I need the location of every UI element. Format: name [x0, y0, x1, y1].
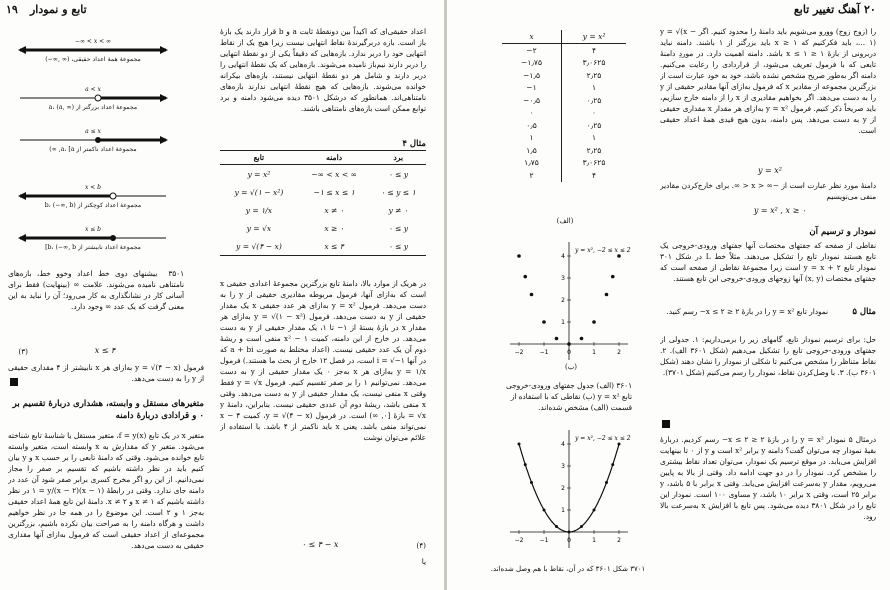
curve-point [543, 509, 546, 512]
x-cell: ۱٫۷۵ [502, 157, 562, 170]
curve-function-label: y = x², −2 ≤ x ≤ 2 [575, 435, 631, 442]
end-of-example-square [662, 420, 670, 428]
table-caption: (الف) [556, 217, 574, 225]
table-row [502, 94, 626, 107]
x-cell: ۱ [502, 132, 562, 145]
x-cell: −۲ [502, 44, 562, 57]
table-row [220, 165, 426, 184]
table-cell: ۰ ≤ y ≤ ۱ [380, 187, 416, 197]
equation-y-x2: y = x² [757, 166, 783, 175]
number-line-closed-a [18, 135, 168, 145]
equation-3-explanation: فرمول y = √(۴ − x) به‌ازای هر x نابیشتر از ۴ مقداری حقیقی از y را به دست می‌دهد. [8, 363, 204, 383]
curve-point [518, 443, 521, 446]
interval-less-than-b: x < b مجموعهٔ اعداد کوچکتر از b، (−∞, b) [18, 184, 168, 209]
figure-caption-3701: ۳۷۰۱ شکل ۳۶۰۱ که در آن، نقاط با هم وصل شده‌اند. [490, 565, 646, 573]
curve-point [530, 481, 533, 484]
y-tick-label: 2 [561, 485, 565, 492]
table-cell: y = √(۱ − x²) [234, 187, 284, 197]
book-gutter [444, 0, 447, 590]
scatter-plot [506, 236, 632, 366]
table-cell: ۰ ≤ y [388, 241, 409, 251]
x-tick-label: 0 [567, 349, 571, 356]
example-5-text: نمودار تابع y = x² را در بازهٔ ۲ ≤ x ≤ ۲− رسم کنید. [666, 307, 828, 316]
page-number: ۲۰ [864, 3, 876, 16]
data-point [523, 275, 527, 279]
x-cell: −۱٫۵ [502, 69, 562, 82]
table-cell: y = √x [246, 223, 272, 233]
functions-table [220, 150, 426, 256]
table-cell: −∞ < x < ∞ [311, 169, 357, 179]
section-body-graph: نقاطی از صفحه که جفتهای مختصات آنها جفتهای ورودی-خروجی یک تابع هستند نمودار تابع را تشکیل می‌دهند. مثلاً خط L در شکل ۳۰۱ نمودار تابع y = x + ۲ است زیرا مجموعهٔ نقاطی از صفحه است که جفتهای مختصات (x, y) آنها زوجهای ورودی-خروجی این تابع هستند. [660, 241, 876, 283]
x-tick-label: −2 [514, 349, 524, 356]
table-cell: −۱ ≤ x ≤ ۱ [313, 187, 355, 197]
data-point [567, 342, 571, 346]
y-cell: ۰٫۲۵ [586, 95, 602, 105]
table-row [502, 44, 626, 57]
domain-discussion-text: در هریک از موارد بالا، دامنهٔ تابع بزرگترین مجموعهٔ اعدادی حقیقی x است که به‌ازای آنها، فرمول مربوطه مقادیری حقیقی از y را به دست می‌دهد. فرمول y = x² به‌ازای هر عدد حقیقی x یک مقدار حقیقی از y به دست می‌دهد. فرمول y = √(۱ − x²) به‌ازای هر مقدار x در بازهٔ بستهٔ از ۱− تا ۱، یک مقدار حقیقی از y به دست می‌دهد. در خارج از این دامنه، کمیت ۱ − x² منفی است و ریشهٔ دوم آن یک عدد حقیقی نیست. (اعداد مختلط به صورت a + bi که در آنها i = √−۱ است، در فصل ۱۲ خارج از بحث ما هستند.) فرمول y = ۱/x به‌ازای هر x به‌جز ۰ یک مقدار حقیقی از y به دست می‌دهد. نمی‌توانیم ۱ را بر صفر تقسیم کنیم. فرمول y = √x فقط وقتی x منفی نیست، یک مقدار حقیقی از y به دست می‌دهد. وقتی x منفی باشد، ریشهٔ دوم آن عددی حقیقی نیست. بنابراین، دامنهٔ y = √x بازهٔ [۰, ∞) است. در فرمول y = √(۴ − x)، کمیت ۴ − x نمی‌تواند منفی باشد. یعنی x باید ناکمتر از ۴ باشد. با استفاده از علائم می‌توان نوشت [220, 279, 426, 442]
column-header-function: تابع [220, 151, 298, 165]
interval-at-most-b: x ≤ b مجموعهٔ اعداد نابیشتر از b، (−∞, b] [18, 226, 168, 251]
data-point [517, 254, 521, 258]
scatter-function-label: y = x², −2 ≤ x ≤ 2 [575, 247, 631, 254]
table-row [502, 157, 626, 170]
curve-point [611, 463, 614, 466]
table-row [220, 237, 426, 256]
y-cell: ۲٫۲۵ [586, 145, 602, 155]
equation-3-domain: x ≤ ۴ [94, 346, 116, 355]
table-row [502, 169, 626, 182]
x-tick-label: −1 [539, 349, 549, 356]
table-row [502, 57, 626, 70]
table-row [220, 183, 426, 201]
column-header-domain: دامنه [298, 151, 371, 165]
table-row [502, 144, 626, 157]
left-page [0, 0, 440, 590]
data-point [611, 275, 615, 279]
curve-point [524, 463, 527, 466]
x-tick-label: 0 [567, 537, 571, 544]
y-tick-label: 1 [561, 507, 565, 514]
x-tick-label: 1 [592, 537, 596, 544]
curve-point [555, 525, 558, 528]
y-cell: ۳٫۰۶۲۵ [582, 158, 606, 168]
interval-at-least-a: a ≤ x مجموعهٔ اعداد ناکمتر از a، [a, ∞) [18, 128, 168, 153]
equation-3-number: (۳) [18, 347, 28, 356]
y-cell: ۳٫۰۶۲۵ [582, 58, 606, 68]
number-line-all [18, 45, 168, 55]
y-cell: ۴ [591, 45, 597, 55]
interval-greater-than-a: a < x مجموعهٔ اعداد بزرگتر از a، (a, ∞) [18, 86, 168, 111]
parabola-plot [506, 424, 632, 554]
continuation-word: یا [421, 557, 426, 566]
curve-point [593, 509, 596, 512]
table-row [502, 69, 626, 82]
x-tick-label: 1 [592, 349, 596, 356]
section-heading-graph: نمودار و ترسیم آن [809, 227, 876, 237]
data-point [555, 337, 559, 341]
page-number: ۱۹ [6, 3, 18, 16]
equation-4-number: (۴) [416, 541, 426, 550]
table-cell: y = ۱/x [245, 205, 273, 215]
curve-point [618, 443, 621, 446]
y-tick-label: 4 [561, 441, 565, 448]
table-row [502, 82, 626, 95]
number-line-closed-b [18, 233, 168, 243]
running-header: تابع و نمودار [30, 3, 87, 16]
curve-point [605, 481, 608, 484]
table-cell: x ≠ ۰ [324, 205, 344, 215]
data-point [605, 293, 609, 297]
figure-caption-3501: ۳۵۰۱ ‌ بیشنهای دوی خط اعداد وخوو خط، بازه‌های نامتناهی نامیده می‌شوند. علامت ∞ (بینهایت) فقط برای آسانی کار در نشانگذاری به کار می‌رود؛ آن را نباید به این معنی گرفت که یک عدد ∞ وجود دارد. [8, 269, 184, 311]
table-row [502, 119, 626, 132]
xy-value-table [502, 30, 626, 182]
column-header-y: y = x² [562, 30, 626, 44]
running-header: آهنگ تغییر تابع [793, 3, 860, 16]
y-cell: ۰٫۲۵ [586, 120, 602, 130]
example-5-solution: حل: برای ترسیم نمودار تابع، گامهای زیر را برمی‌داریم: ۱. جدولی از جفتهای ورودی-خروجی تابع را تشکیل می‌دهیم (شکل ۳۶۰۱ الف). ۲. نقاط متناظر را مشخص می‌کنیم تا شکلی از نمودار را نشان دهند (شکل ۳۶۰۱ ب). ۳. با وصل‌کردن نقاط، نمودار را رسم می‌کنیم (شکل ۳۷۰۱). [660, 335, 876, 377]
x-tick-label: 2 [617, 349, 621, 356]
table-row [220, 219, 426, 237]
domain-convention-text: را (زوج زوج) وورو می‌شویم باید دامنهٔ را محدود کنیم. اگر y = √(x − ۱) ...، باید فکرکنیم که x ≥ ۱ باید بزرگتر از ۱ باشند. دامنه نباید دربرونی از بازهٔ ۱ ≤ x ≤ ۱ باشد. دامنه اهمیت دارد. در موردِ دامنهٔ تابعی که با فرمول تعریف می‌شود، از قراردادی را رعایت می‌کنیم. دامنه اگر به‌طور صریح مشخص نشده باشد، خود به خود عبارت است از بزرگترین مجموعه از مقادیر x که فرمول به‌ازای آنها مقادیر حقیقی از y را به دست می‌دهد. اگر بخواهیم مقادیری از x را از دامنه خارج سازیم، باید صریحاً ذکر کنیم. فرمول y = x² به‌ازای هر مقدار x مقداری حقیقی از y به دست می‌دهد. پس دامنه، بدون هیچ قیدی همهٔ اعداد حقیقی است. [660, 27, 876, 135]
table-cell: y ≠ ۰ [388, 205, 409, 215]
y-cell: ۰ [591, 108, 597, 118]
column-header-x: x [502, 30, 562, 44]
section-heading-variables: متغیرهای مستقل و وابسته، هشداری دربارهٔ تقسیم بر ۰ و قرادادی دربارهٔ دامنه [12, 399, 204, 421]
y-cell: ۱ [591, 83, 597, 93]
intervals-intro-text: اعداد حقیقی‌ای که اکیداً بین دونقطهٔ ثابت a و b قرار دارند یک بازهٔ باز است. بازه دربرگیرندهٔ نقاط انتهایی نیست زیرا هیچ یک از نقاط انتهایی خود را دربر ندارد. بازه‌هایی که دقیقاً یکی از دو نقطهٔ انتهایی را دربر دارند نیم‌باز نامیده می‌شوند. بازه‌هایی که یک نقطهٔ انتهایی را دربر دارند و شامل هر دو نقطهٔ انتهایی نیستند، بازه‌های بیکرانه خوانده می‌شوند. بازه‌هایی که هیچ نقطهٔ انتهایی ندارند بازه‌های نامتناهی‌اند. همانطور که درشکل ۳۵۰۱ دیده می‌شود دامنه و برد توابع ممکن است بازه‌های نامتناهی باشند. [220, 27, 426, 113]
curve-point [568, 531, 571, 534]
x-cell: ۱٫۵ [502, 144, 562, 157]
example-4-label: مثال ۴ [402, 139, 426, 149]
x-tick-label: −1 [539, 537, 549, 544]
data-point [542, 320, 546, 324]
curve-point [580, 525, 583, 528]
domain-restriction-text: دامنهٔ مورد نظر عبارت است از −∞ < x < ∞. برای خارج‌کردن مقادیر منفی می‌نویسیم [660, 181, 876, 201]
x-cell: ۰٫۵ [502, 119, 562, 132]
x-tick-label: −2 [514, 537, 524, 544]
x-cell: −۱ [502, 82, 562, 95]
table-row [220, 201, 426, 219]
column-header-range: برد [371, 151, 427, 165]
data-point [530, 293, 534, 297]
number-line-open-a [18, 93, 168, 103]
right-page [450, 0, 890, 590]
table-cell: x ≥ ۰ [324, 223, 344, 233]
data-point [580, 337, 584, 341]
table-cell: x ≤ ۴ [324, 241, 344, 251]
table-cell: y = x² [247, 169, 271, 179]
y-tick-label: 3 [561, 275, 565, 282]
example-5-label: مثال ۵ [852, 307, 876, 317]
x-cell: −۰٫۵ [502, 94, 562, 107]
interval-all-reals: −∞ < x < ∞ مجموعهٔ همهٔ اعداد حقیقی، (∞ ,∞−) [18, 38, 168, 63]
number-line-open-b [18, 191, 168, 201]
data-point [592, 320, 596, 324]
table-cell: y = √(۴ − x) [235, 241, 282, 251]
section-body-variables: متغیر x در یک تابع (x)f = y، متغیر مستقل یا شناسهٔ تابع شناخته می‌شود. متغیر y که مقدارش به x وابسته است، متغیر وابسته تابع خوانده می‌شود. وقتی که دامنهٔ تابعی را بر حسب x و y بیان کنیم باید در نظر داشته باشیم که تقسیم بر صفر را مجاز نمی‌دانیم. از این رو اگر مخرج کسری برابر صفر شود آن عدد در دامنه جای ندارد. وقتی در رابطهٔ (x − ۱)(x − ۲)/۱ = y در نظر داشته باشیم که x ≠ ۱ و x ≠ ۲. دامنهٔ این تابع همهٔ اعداد حقیقی به‌جز ۱ و ۲ است. این موضوع را در همه جا در نظر خواهیم داشت و هرگاه دامنه را به صراحت بیان نکرده باشیم، بزرگترین مجموعه‌ای از اعداد حقیقی است که فرمول به‌ازای آنها مقداری حقیقی به دست می‌دهد. [8, 431, 204, 550]
figure-caption-3601: ۳۶۰۱ (الف) جدول جفتهای ورودی-خروجی تابع y = x² (ب) نقاطی که با استفاده از قسمت (الف) مشخص شده‌اند. [506, 381, 632, 412]
y-tick-label: 2 [561, 297, 565, 304]
x-cell: ۲ [502, 169, 562, 182]
table-row [502, 107, 626, 120]
y-cell: ۲٫۲۵ [586, 70, 602, 80]
y-cell: ۱ [591, 133, 597, 143]
y-tick-label: 1 [561, 319, 565, 326]
table-cell: ۰ ≤ y [388, 169, 409, 179]
y-tick-label: 4 [561, 253, 565, 260]
end-of-example-square [10, 378, 18, 386]
y-cell: ۴ [591, 170, 597, 180]
equation-4: ۰ ≤ ۴ − x [301, 540, 339, 549]
scatter-caption: (ب) [564, 363, 578, 371]
table-row [502, 132, 626, 145]
equation-restricted: y = x² , x ≥ ۰ [753, 206, 807, 215]
x-tick-label: 2 [617, 537, 621, 544]
graph-extension-text: درمثال ۵ نمودار y = x² را در بازهٔ ۲ ≤ x ≤ ۲− رسم کردیم. دربارهٔ بقیهٔ نمودار چه می‌توان گفت؟ دامنه y برابر x² است و y از ۰ تا بینهایت افزایش می‌یابد. در موقع ترسیم یک نمودار، می‌توان تعداد نقاط بیشتری را مشخص کرد. نمودار را در دو جهت ادامه داد. وقتی از بالا به پایین می‌رویم، مقدار y به‌سرعت افزایش می‌یابد. وقتی x برابر با ۵ باشد، y برابر ۲۵ است، وقتی x برابر ۱۰ باشد، y مساوی ۱۰۰ است. نمودار این تابع را در شکل ۳۸۰۱ دیده می‌شود. پس تابع با افزایش x به‌سرعت بالا رود. [660, 435, 876, 521]
table-cell: ۰ ≤ y [388, 223, 409, 233]
x-cell: ۰ [502, 107, 562, 120]
x-cell: −۱٫۷۵ [502, 57, 562, 70]
y-tick-label: 3 [561, 463, 565, 470]
data-point [617, 254, 621, 258]
